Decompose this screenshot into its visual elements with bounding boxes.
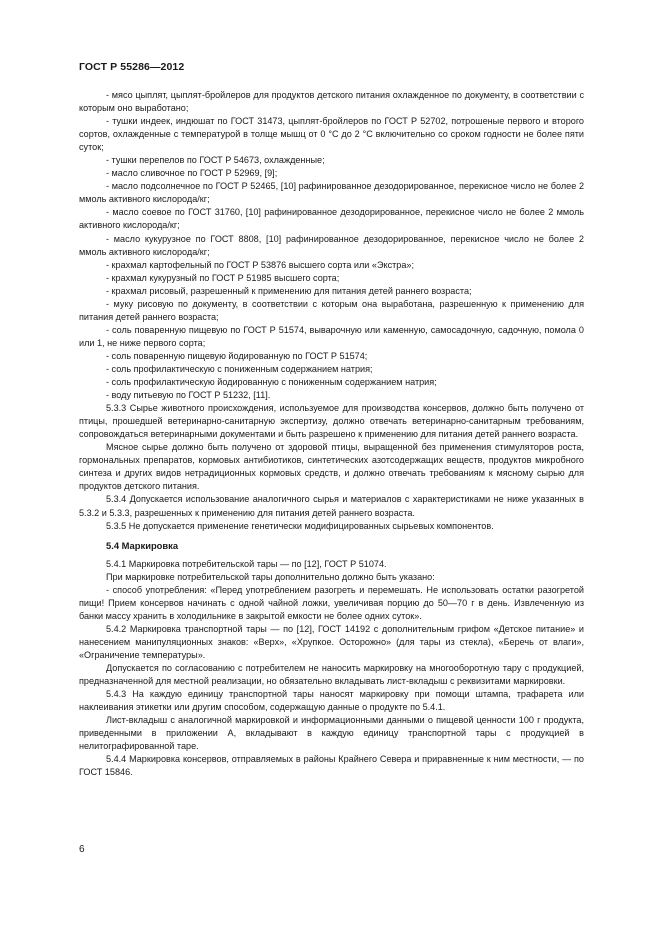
paragraph: - соль поваренную пищевую по ГОСТ Р 51574, выварочную или каменную, самосадочную, садочную, помола 0 или 1, не ниже первого сорта; <box>79 324 584 348</box>
paragraph: Лист-вкладыш с аналогичной маркировкой и информационными данными о пищевой ценности 100 г продукта, приведенными в приложении А, вкладывают в каждую единицу транспортной тары с продукцией в нелитографированной таре. <box>79 715 584 752</box>
document-body <box>79 89 584 779</box>
paragraph: - тушки индеек, индюшат по ГОСТ 31473, цыплят-бройлеров по ГОСТ Р 52702, потрошеные первого и второго сортов, охлажденные с температурой в толще мышц от 0 °С до 2 °С включительно со сроком годности не более пяти суток; <box>79 116 584 153</box>
paragraph: - соль профилактическую йодированную с пониженным содержанием натрия; <box>106 377 437 388</box>
paragraph: 5.3.4 Допускается использование аналогичного сырья и материалов с характеристиками не ниже указанных в 5.3.2 и 5.3.3, разрешенных к применению для питания детей раннего возраста. <box>79 494 584 518</box>
paragraph: Допускается по согласованию с потребителем не наносить маркировку на многооборотную тару с продукцией, предназначенной для местной реализации, но обязательно вкладывать лист-вкладыш с реквизитами маркировки. <box>79 663 584 687</box>
paragraph: При маркировке потребительской тары дополнительно должно быть указано: <box>106 571 435 582</box>
paragraph: - крахмал картофельный по ГОСТ Р 53876 высшего сорта или «Экстра»; <box>106 259 415 270</box>
paragraph: 5.4.2 Маркировка транспортной тары — по [12], ГОСТ 14192 с дополнительным грифом «Детское питание» и нанесением манипуляционных знаков: «Верх», «Хрупкое. Осторожно» (для тары из стекла), «Беречь от влаги», «Ограничение температуры». <box>79 623 584 660</box>
paragraph: - воду питьевую по ГОСТ Р 51232, [11]. <box>106 390 271 401</box>
paragraph: 5.3.3 Сырье животного происхождения, используемое для производства консервов, должно быть получено от птицы, прошедшей ветеринарно-санитарную экспертизу, должно отвечать ветеринарно-санитарным требованиям, сопровождаться ветеринарными документами и быть разрешено к применению для питания детей раннего возраста. <box>79 403 584 440</box>
paragraph: 5.3.5 Не допускается применение генетически модифицированных сырьевых компонентов. <box>106 520 494 531</box>
paragraph: - масло сливочное по ГОСТ Р 52969, [9]; <box>106 168 278 179</box>
paragraph: - крахмал рисовый, разрешенный к применению для питания детей раннего возраста; <box>106 285 472 296</box>
section-heading: 5.4 Маркировка <box>106 539 179 551</box>
paragraph: 5.4.3 На каждую единицу транспортной тары наносят маркировку при помощи штампа, трафарета или наклеивания этикетки или другим способом, содержащую данные о продукте по 5.4.1. <box>79 689 584 713</box>
paragraph: - соль профилактическую с пониженным содержанием натрия; <box>106 363 373 374</box>
paragraph: - масло соевое по ГОСТ 31760, [10] рафинированное дезодорированное, перекисное число не более 2 ммоль активного кислорода/кг; <box>79 207 584 231</box>
paragraph: 5.4.4 Маркировка консервов, отправляемых в районы Крайнего Севера и приравненные к ним местности, — по ГОСТ 15846. <box>79 754 584 778</box>
paragraph: - масло подсолнечное по ГОСТ Р 52465, [10] рафинированное дезодорированное, перекисное число не более 2 ммоль активного кислорода/кг; <box>79 181 584 205</box>
paragraph: - масло кукурузное по ГОСТ 8808, [10] рафинированное дезодорированное, перекисное число не более 2 ммоль активного кислорода/кг; <box>79 233 584 257</box>
paragraph: 5.4.1 Маркировка потребительской тары — по [12], ГОСТ Р 51074. <box>106 558 387 569</box>
paragraph: - крахмал кукурузный по ГОСТ Р 51985 высшего сорта; <box>106 272 340 283</box>
paragraph: - способ употребления: «Перед употреблением разогреть и перемешать. Не использовать остатки разогретой пищи! Прием консервов начинать с одной чайной ложки, увеличивая порцию до 50—70 г в день. Извлеченную из банки массу хранить в холодильнике в закрытой емкости не более одних суток». <box>79 584 584 621</box>
page-number: 6 <box>79 844 85 855</box>
paragraph: Мясное сырье должно быть получено от здоровой птицы, выращенной без применения стимуляторов роста, гормональных препаратов, кормовых антибиотиков, синтетических азотсодержащих веществ, продуктов микробного синтеза и других видов нетрадиционных кормовых средств, и должно отвечать требованиям к мясному сырью для продуктов детского питания. <box>79 442 584 492</box>
paragraph: - тушки перепелов по ГОСТ Р 54673, охлажденные; <box>106 155 325 166</box>
document-header: ГОСТ Р 55286—2012 <box>79 61 185 73</box>
paragraph: - соль поваренную пищевую йодированную по ГОСТ Р 51574; <box>106 350 368 361</box>
paragraph: - мясо цыплят, цыплят-бройлеров для продуктов детского питания охлажденное по документу, в соответствии с которым оно выработано; <box>79 90 584 114</box>
paragraph: - муку рисовую по документу, в соответствии с которым она выработана, разрешенную к применению для питания детей раннего возраста; <box>79 298 584 322</box>
